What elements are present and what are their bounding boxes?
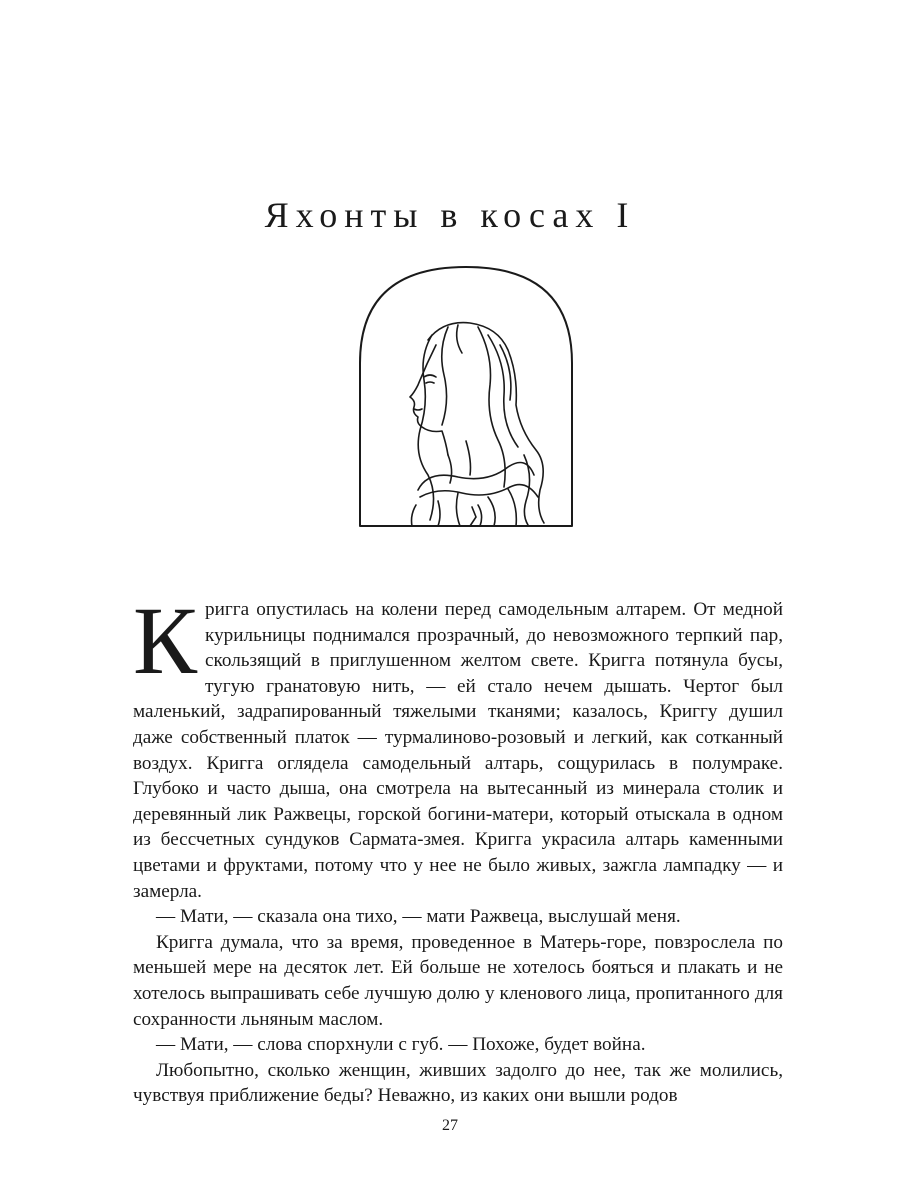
chapter-title: Яхонты в косах I [264, 195, 636, 235]
paragraph: — Мати, — слова спорхнули с губ. — Похоже, будет война. [156, 1034, 646, 1056]
woman-profile-arch-illustration-icon [358, 265, 574, 527]
paragraph [133, 587, 783, 904]
paragraph: Кригга думала, что за время, проведенное в Матерь-горе, повзрослела по меньшей мере на десяток лет. Ей больше не хотелось бояться и плакать и не хотелось выпрашивать себе лучшую долю у кленового лица, пропитанного для сохранности льняным маслом. [133, 931, 783, 1030]
paragraph-text: ригга опустилась на колени перед самодельным алтарем. От медной курильницы поднимался прозрачный, до невозможного терпкий пар, скользящий в приглушенном желтом свете. Кригга потянула бусы, тугую гранатовую нить, — ей стало нечем дышать. Чертог был маленький, задрапированный тяжелыми тканями; казалось, Криггу душил даже собственный платок — турмалиново-розовый и легкий, как сотканный воздух. Кригга оглядела самодельный алтарь, сощурилась в полумраке. Глубоко и часто дыша, она смотрела на вытесанный из минерала столик и деревянный лик Ражвецы, горской богини-матери, который отыскала в одном из бессчетных сундуков Сармата-змея. Кригга украсила алтарь каменными цветами и фруктами, потому что у нее не было живых, зажгла лампадку — и замерла. [133, 599, 783, 902]
body-text [133, 587, 783, 1109]
drop-cap: К [133, 587, 198, 694]
page-number: 27 [442, 1117, 458, 1134]
paragraph: — Мати, — сказала она тихо, — мати Ражвеца, выслушай меня. [156, 906, 681, 928]
paragraph: Любопытно, сколько женщин, живших задолго до нее, так же молились, чувствуя приближение беды? Неважно, из каких они вышли родов [133, 1059, 783, 1107]
